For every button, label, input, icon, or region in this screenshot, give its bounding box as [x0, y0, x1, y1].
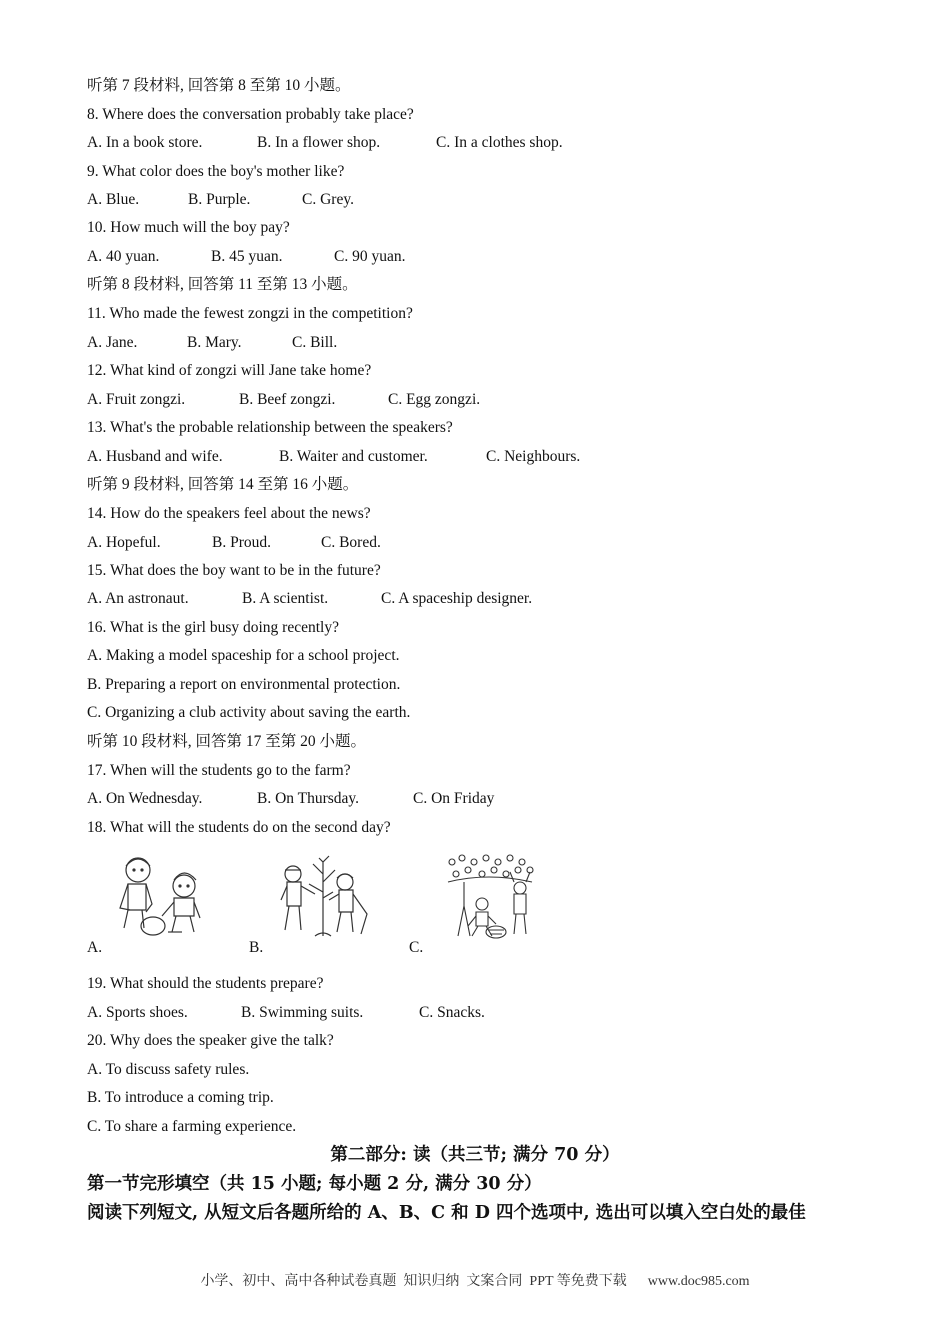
kid-head-1	[126, 858, 150, 882]
q18-option-a: A.	[87, 939, 103, 956]
q19-option-c: C. Snacks.	[419, 1004, 485, 1021]
question-10: 10. How much will the boy pay?	[87, 219, 290, 236]
q17-option-b: B. On Thursday.	[257, 790, 360, 807]
question-9: 9. What color does the boy's mother like?	[87, 163, 345, 180]
q18-picture-a	[108, 852, 214, 942]
q19-option-b: B. Swimming suits.	[241, 1004, 364, 1021]
page-footer: 小学、初中、高中各种试卷真题 知识归纳 文案合同 PPT 等免费下载 www.doc985.com	[200, 1274, 750, 1289]
question-17: 17. When will the students go to the farm?	[87, 762, 351, 779]
question-13: 13. What's the probable relationship between the speakers?	[87, 419, 453, 436]
question-20: 20. Why does the speaker give the talk?	[87, 1032, 334, 1049]
q11-option-b: B. Mary.	[187, 334, 242, 351]
section-10-heading: 听第 10 段材料, 回答第 17 至第 20 小题。	[87, 733, 367, 750]
section-1-title: 第一节完形填空（共 15 小题; 每小题 2 分, 满分 30 分）	[87, 1174, 542, 1194]
q9-option-a: A. Blue.	[87, 191, 140, 208]
q10-option-c: C. 90 yuan.	[334, 248, 406, 265]
q16-option-a: A. Making a model spaceship for a school project.	[87, 647, 400, 664]
q8-option-c: C. In a clothes shop.	[436, 134, 563, 151]
q8-option-b: B. In a flower shop.	[257, 134, 381, 151]
q11-option-a: A. Jane.	[87, 334, 138, 351]
q10-option-b: B. 45 yuan.	[211, 248, 283, 265]
q9-option-b: B. Purple.	[188, 191, 251, 208]
question-16: 16. What is the girl busy doing recently?	[87, 619, 339, 636]
q14-option-c: C. Bored.	[321, 534, 381, 551]
section-8-heading: 听第 8 段材料, 回答第 11 至第 13 小题。	[87, 276, 358, 293]
q17-option-a: A. On Wednesday.	[87, 790, 203, 807]
q20-option-c: C. To share a farming experience.	[87, 1118, 297, 1135]
instruction-text: 阅读下列短文, 从短文后各题所给的 A、B、C 和 D 四个选项中, 选出可以填入空白处的最佳	[87, 1203, 806, 1223]
q13-option-c: C. Neighbours.	[486, 448, 581, 465]
q15-option-c: C. A spaceship designer.	[381, 590, 533, 607]
q14-option-a: A. Hopeful.	[87, 534, 161, 551]
q9-option-c: C. Grey.	[302, 191, 354, 208]
section-9-heading: 听第 9 段材料, 回答第 14 至第 16 小题。	[87, 476, 359, 493]
q13-option-a: A. Husband and wife.	[87, 448, 223, 465]
q10-option-a: A. 40 yuan.	[87, 248, 160, 265]
q12-option-c: C. Egg zongzi.	[388, 391, 481, 408]
q15-option-a: A. An astronaut.	[87, 590, 189, 607]
q11-option-c: C. Bill.	[292, 334, 338, 351]
q19-option-a: A. Sports shoes.	[87, 1004, 188, 1021]
q16-option-c: C. Organizing a club activity about saving the earth.	[87, 704, 411, 721]
q17-option-c: C. On Friday	[413, 790, 495, 807]
question-15: 15. What does the boy want to be in the future?	[87, 562, 381, 579]
q12-option-b: B. Beef zongzi.	[239, 391, 336, 408]
q20-option-a: A. To discuss safety rules.	[87, 1061, 250, 1078]
section-7-heading: 听第 7 段材料, 回答第 8 至第 10 小题。	[87, 77, 351, 94]
q13-option-b: B. Waiter and customer.	[279, 448, 428, 465]
q18-option-c: C.	[409, 939, 424, 956]
part-2-title: 第二部分: 读（共三节; 满分 70 分）	[330, 1145, 620, 1165]
q20-option-b: B. To introduce a coming trip.	[87, 1089, 274, 1106]
q16-option-b: B. Preparing a report on environmental protection.	[87, 676, 401, 693]
q18-option-b: B.	[249, 939, 264, 956]
q15-option-b: B. A scientist.	[242, 590, 329, 607]
q12-option-a: A. Fruit zongzi.	[87, 391, 186, 408]
question-19: 19. What should the students prepare?	[87, 975, 324, 992]
question-12: 12. What kind of zongzi will Jane take home?	[87, 362, 372, 379]
question-8: 8. Where does the conversation probably take place?	[87, 106, 414, 123]
q8-option-a: A. In a book store.	[87, 134, 203, 151]
q18-picture-b	[275, 852, 375, 942]
q18-picture-c	[442, 852, 538, 942]
question-14: 14. How do the speakers feel about the news?	[87, 505, 371, 522]
question-11: 11. Who made the fewest zongzi in the competition?	[87, 305, 413, 322]
q14-option-b: B. Proud.	[212, 534, 271, 551]
question-18: 18. What will the students do on the second day?	[87, 819, 391, 836]
